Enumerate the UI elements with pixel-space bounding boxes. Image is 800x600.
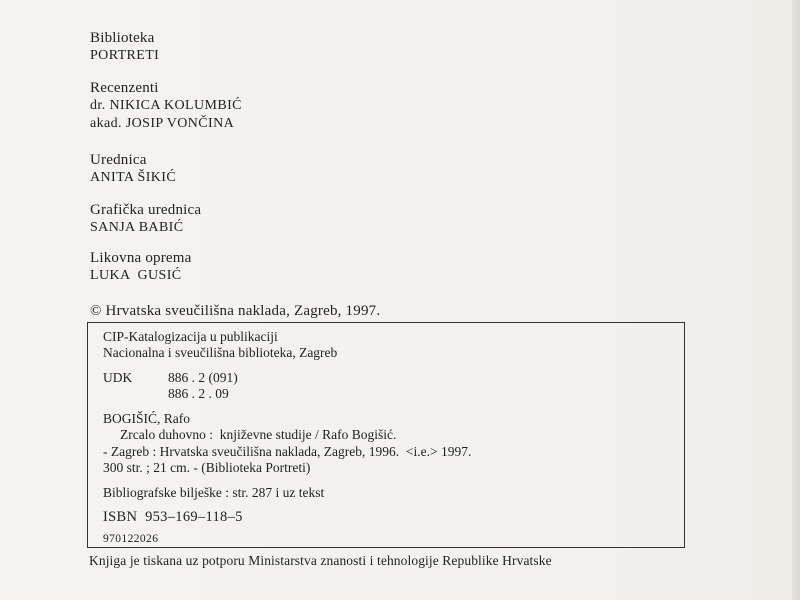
art-design-block: [90, 249, 192, 285]
cip-author: BOGIŠIĆ, Rafo: [103, 411, 190, 426]
graphic-editor-label: Grafička urednica: [90, 202, 202, 218]
cip-notes: Bibliografske bilješke : str. 287 i uz tekst: [103, 485, 325, 500]
graphic-editor-block: [90, 201, 201, 237]
cip-library: Nacionalna i sveučilišna biblioteka, Zagreb: [103, 345, 338, 360]
editor-label: Urednica: [90, 152, 147, 168]
cip-header: CIP-Katalogizacija u publikaciji: [103, 329, 278, 344]
editor-block: [90, 151, 176, 187]
series-value: PORTRETI: [90, 48, 160, 63]
series-label: Biblioteka: [90, 30, 155, 46]
reviewer-name: dr. NIKICA KOLUMBIĆ: [90, 98, 242, 113]
cip-isbn: ISBN 953–169–118–5: [103, 509, 243, 525]
cip-record-number: 970122026: [103, 533, 159, 545]
reviewers-block: [90, 79, 242, 133]
series-block: [90, 29, 159, 65]
copyright-line: © Hrvatska sveučilišna naklada, Zagreb, 1997.: [90, 303, 381, 319]
reviewers-label: Recenzenti: [90, 80, 159, 96]
art-design-label: Likovna oprema: [90, 250, 192, 266]
cip-udk-1: 886 . 2 (091): [168, 370, 238, 385]
editor-value: ANITA ŠIKIĆ: [90, 170, 177, 185]
reviewer-name: akad. JOSIP VONČINA: [90, 116, 235, 131]
footer-note: Knjiga je tiskana uz potporu Ministarstva znanosti i tehnologije Republike Hrvatske: [89, 553, 552, 568]
page-edge: [792, 0, 800, 600]
graphic-editor-value: SANJA BABIĆ: [90, 220, 184, 235]
cip-udk-2: 886 . 2 . 09: [168, 386, 229, 401]
cip-title-line: Zrcalo duhovno : književne studije / Rafo Bogišić.: [120, 427, 397, 442]
cip-record-box: [87, 322, 685, 548]
cip-publisher-line: - Zagreb : Hrvatska sveučilišna naklada, Zagreb, 1996. <i.e.> 1997.: [103, 444, 472, 459]
cip-udk-label: UDK: [103, 370, 133, 385]
cip-extent-line: 300 str. ; 21 cm. - (Biblioteka Portreti): [103, 460, 311, 475]
art-design-value: LUKA GUSIĆ: [90, 268, 182, 283]
